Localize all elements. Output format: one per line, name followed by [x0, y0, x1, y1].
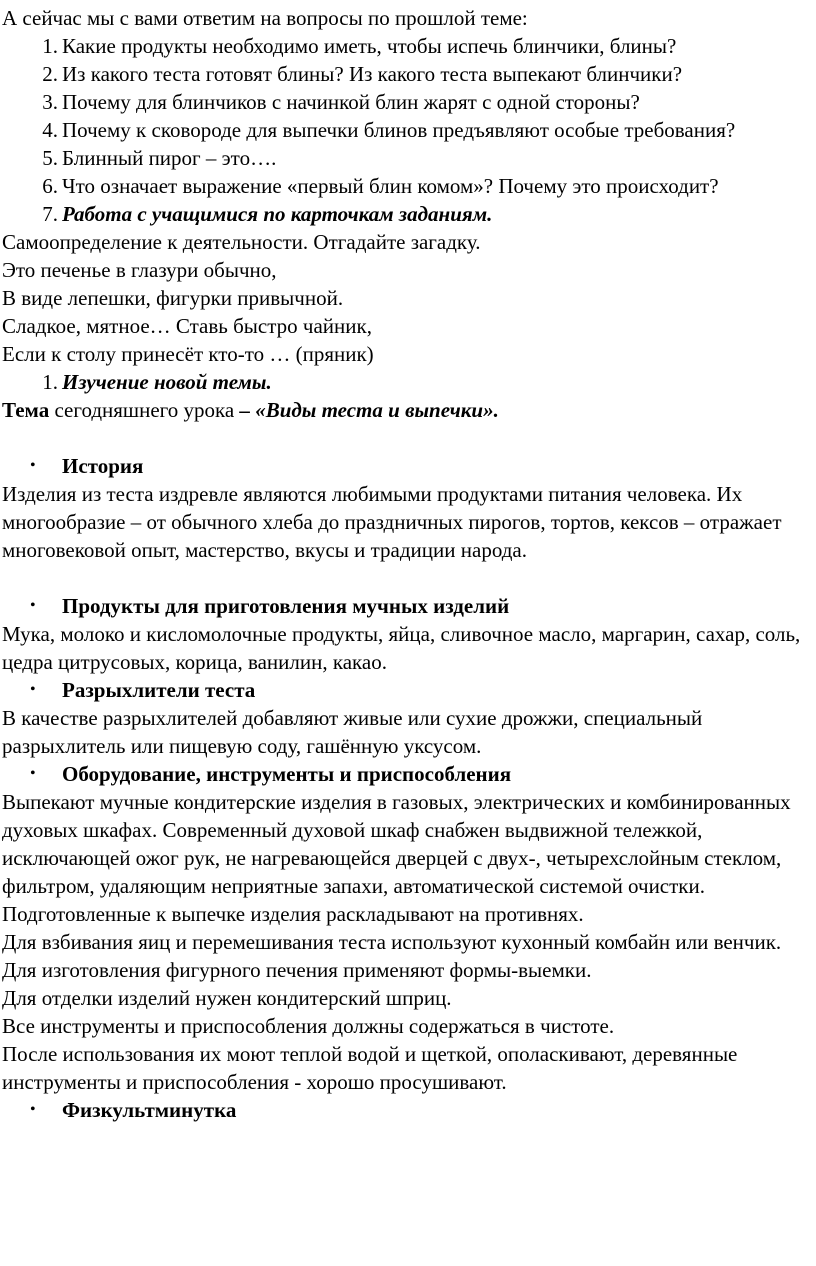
- new-topic-item: [2, 368, 816, 396]
- list-number: 3.: [42, 90, 58, 114]
- riddle-line: Сладкое, мятное… Ставь быстро чайник,: [2, 314, 372, 338]
- list-item: [2, 116, 816, 144]
- history-text: Изделия из теста издревле являются любимыми продуктами питания человека. Их многообразие – от обычного хлеба до праздничных пирогов, тортов, кексов – отражает многовековой опыт, мастерство, вкусы и традиции народа.: [2, 482, 782, 562]
- question-text: Почему для блинчиков с начинкой блин жарят с одной стороны?: [62, 90, 640, 114]
- section-heading: Разрыхлители теста: [62, 678, 256, 702]
- bullet-icon: •: [30, 597, 36, 614]
- section-heading: История: [62, 454, 144, 478]
- equipment-paragraph: Подготовленные к выпечке изделия раскладывают на противнях.: [2, 902, 584, 926]
- list-number: 1.: [42, 34, 58, 58]
- section-heading-exercise: [2, 1096, 816, 1124]
- bullet-icon: •: [30, 457, 36, 474]
- section-heading-leaveners: [2, 676, 816, 704]
- topic-label: Тема: [2, 398, 50, 422]
- intro-text: А сейчас мы с вами ответим на вопросы по прошлой теме:: [2, 6, 528, 30]
- list-number: 7.: [42, 202, 58, 226]
- topic-middle-text: сегодняшнего урока: [49, 398, 240, 422]
- equipment-paragraph: После использования их моют теплой водой и щеткой, ополаскивают, деревянные инструменты и приспособления - хорошо просушивают.: [2, 1042, 738, 1094]
- riddle: [2, 256, 816, 368]
- list-number: 5.: [42, 146, 58, 170]
- section-heading-products: [2, 592, 816, 620]
- list-item: [2, 172, 816, 200]
- bullet-icon: •: [30, 765, 36, 782]
- question-text: Почему к сковороде для выпечки блинов предъявляют особые требования?: [62, 118, 736, 142]
- section-heading-equipment: [2, 760, 816, 788]
- equipment-paragraph: Все инструменты и приспособления должны содержаться в чистоте.: [2, 1014, 615, 1038]
- list-item: [2, 88, 816, 116]
- bullet-icon: •: [30, 681, 36, 698]
- questions-list: [2, 32, 816, 228]
- list-number: 1.: [42, 370, 58, 394]
- question-text: Из какого теста готовят блины? Из какого теста выпекают блинчики?: [62, 62, 683, 86]
- equipment-paragraph: Для отделки изделий нужен кондитерский шприц.: [2, 986, 452, 1010]
- section-heading-history: [2, 452, 816, 480]
- section-heading: Физкультминутка: [62, 1098, 237, 1122]
- question-text: Какие продукты необходимо иметь, чтобы испечь блинчики, блины?: [62, 34, 677, 58]
- list-item: [2, 60, 816, 88]
- list-item: [2, 200, 816, 228]
- list-number: 4.: [42, 118, 58, 142]
- section-heading: Продукты для приготовления мучных изделий: [62, 594, 510, 618]
- equipment-paragraph: Для изготовления фигурного печения применяют формы-выемки.: [2, 958, 592, 982]
- cards-task-text: Работа с учащимися по карточкам заданиям.: [62, 202, 493, 226]
- riddle-line: Это печенье в глазури обычно,: [2, 258, 277, 282]
- self-determination-text: Самоопределение к деятельности. Отгадайте загадку.: [2, 230, 481, 254]
- list-item: [2, 32, 816, 60]
- lesson-title: – «Виды теста и выпечки».: [239, 398, 499, 422]
- products-text: Мука, молоко и кисломолочные продукты, яйца, сливочное масло, маргарин, сахар, соль, цедра цитрусовых, корица, ванилин, какао.: [2, 622, 801, 674]
- question-text: Блинный пирог – это….: [62, 146, 277, 170]
- new-topic-text: Изучение новой темы.: [62, 370, 272, 394]
- riddle-line: Если к столу принесёт кто-то … (пряник): [2, 342, 374, 366]
- section-heading: Оборудование, инструменты и приспособления: [62, 762, 512, 786]
- list-number: 2.: [42, 62, 58, 86]
- bullet-icon: •: [30, 1101, 36, 1118]
- list-item: [2, 144, 816, 172]
- topic-line: [2, 396, 816, 424]
- riddle-line: В виде лепешки, фигурки привычной.: [2, 286, 344, 310]
- leaveners-text: В качестве разрыхлителей добавляют живые или сухие дрожжи, специальный разрыхлитель или пищевую соду, гашённую уксусом.: [2, 706, 703, 758]
- equipment-paragraph: Для взбивания яиц и перемешивания теста используют кухонный комбайн или венчик.: [2, 930, 782, 954]
- list-number: 6.: [42, 174, 58, 198]
- equipment-paragraph: Выпекают мучные кондитерские изделия в газовых, электрических и комбинированных духовых шкафах. Современный духовой шкаф снабжен выдвижной тележкой, исключающей ожог рук, не нагревающейся дверцей с двух-, четырехслойным стеклом, фильтром, удаляющим неприятные запахи, автоматической системой очистки.: [2, 790, 791, 898]
- question-text: Что означает выражение «первый блин комом»? Почему это происходит?: [62, 174, 719, 198]
